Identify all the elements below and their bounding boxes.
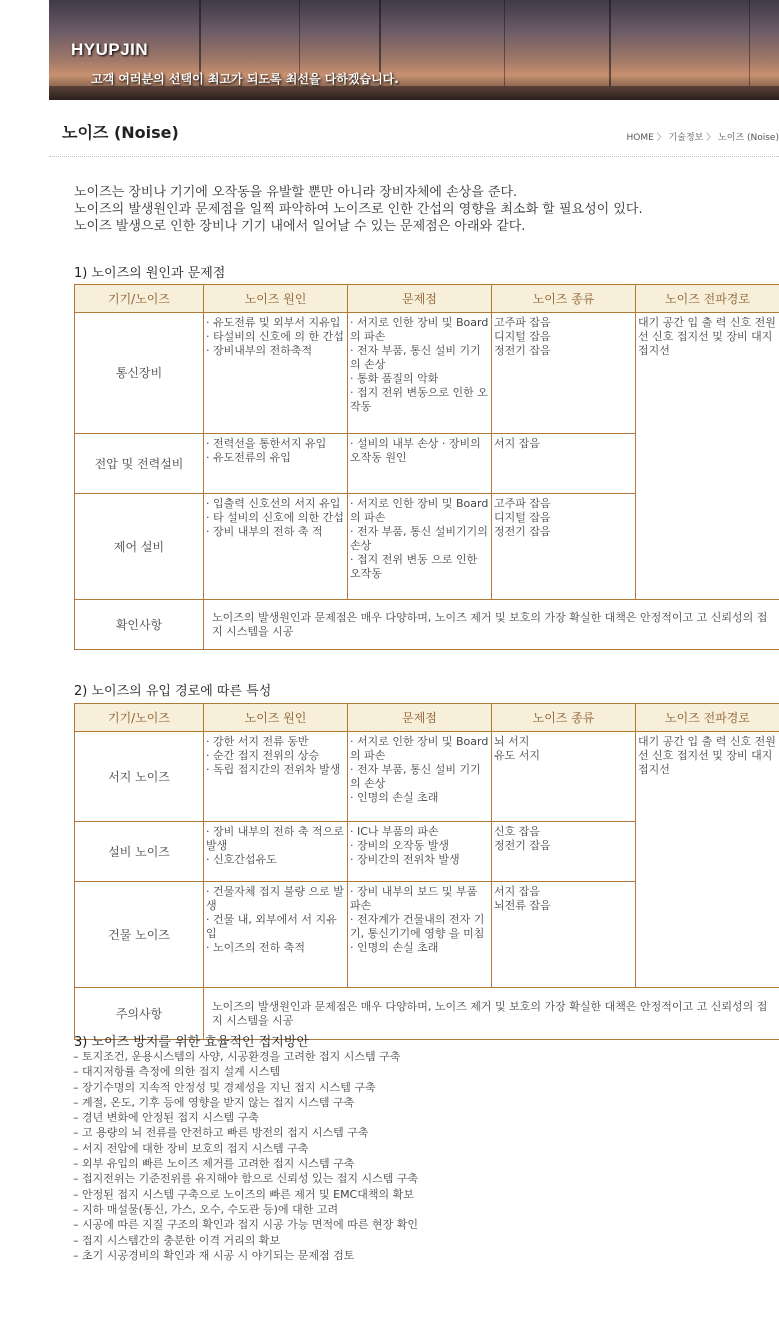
column-header: 문제점 bbox=[348, 285, 492, 313]
noise-type-cell: 서지 잡음 뇌전류 잡음 bbox=[492, 882, 636, 988]
table-row bbox=[75, 313, 779, 434]
table-row bbox=[75, 732, 779, 822]
column-header: 문제점 bbox=[348, 704, 492, 732]
cause-cell: · 입출력 신호선의 서지 유입 · 타 설비의 신호에 의한 간섭 · 장비 내부의 전하 축 적 bbox=[204, 494, 348, 600]
row-category: 설비 노이즈 bbox=[75, 822, 204, 882]
table-header-row bbox=[75, 704, 779, 732]
noise-path-table bbox=[74, 703, 779, 1040]
list-item: – 외부 유입의 빠른 노이즈 제거를 고려한 접지 시스템 구축 bbox=[73, 1156, 418, 1171]
tower-graphic bbox=[504, 0, 505, 90]
problem-cell: · IC나 부품의 파손 · 장비의 오작동 발생 · 장비간의 전위차 발생 bbox=[348, 822, 492, 882]
list-item: – 시공에 따른 지질 구조의 확인과 접지 시공 가능 면적에 따른 현장 확인 bbox=[73, 1217, 418, 1232]
list-item: – 장기수명의 지속적 안정성 및 경제성을 지닌 접지 시스템 구축 bbox=[73, 1080, 418, 1095]
intro-line: 노이즈 발생으로 인한 장비나 기기 내에서 일어날 수 있는 문제점은 아래와 같다. bbox=[74, 219, 526, 234]
list-item: – 접지전위는 기준전위를 유지해야 함으로 신뢰성 있는 접지 시스템 구축 bbox=[73, 1171, 418, 1186]
tower-graphic bbox=[609, 0, 611, 90]
row-category: 제어 설비 bbox=[75, 494, 204, 600]
row-category: 서지 노이즈 bbox=[75, 732, 204, 822]
propagation-path-cell: 대기 공간 입 출 력 신호 전원선 신호 접지선 및 장비 대지 접지선 bbox=[636, 732, 779, 988]
noise-type-cell: 고주파 잡음 디지털 잡음 정전기 잡음 bbox=[492, 494, 636, 600]
note-row bbox=[75, 600, 779, 650]
list-item: – 접지 시스템간의 충분한 이격 거리의 확보 bbox=[73, 1233, 418, 1248]
cause-cell: · 강한 서지 전류 동반 · 순간 접지 전위의 상승 · 독립 접지간의 전위차 발생 bbox=[204, 732, 348, 822]
problem-cell: · 설비의 내부 손상 · 장비의 오작동 원인 bbox=[348, 434, 492, 494]
noise-type-cell: 신호 잡음 정전기 잡음 bbox=[492, 822, 636, 882]
section-title: 1) 노이즈의 원인과 문제점 bbox=[74, 266, 226, 281]
page-title: 노이즈 (Noise) bbox=[62, 123, 179, 142]
note-label: 확인사항 bbox=[75, 600, 204, 650]
noise-type-cell: 뇌 서지 유도 서지 bbox=[492, 732, 636, 822]
column-header: 노이즈 원인 bbox=[204, 704, 348, 732]
list-item: – 안정된 접지 시스템 구축으로 노이즈의 빠른 제거 및 EMC대책의 확보 bbox=[73, 1187, 418, 1202]
column-header: 노이즈 전파경로 bbox=[636, 285, 779, 313]
intro-text bbox=[74, 184, 643, 235]
banner-slogan: 고객 여러분의 선택이 최고가 되도록 최선을 다하겠습니다. bbox=[91, 72, 399, 86]
section-title: 3) 노이즈 방지를 위한 효율적인 접지방안 bbox=[74, 1035, 309, 1050]
noise-type-cell: 서지 잡음 bbox=[492, 434, 636, 494]
note-label: 주의사항 bbox=[75, 988, 204, 1040]
banner-ground bbox=[49, 86, 779, 100]
list-item: – 서지 전압에 대한 장비 보호의 접지 시스템 구축 bbox=[73, 1141, 418, 1156]
column-header: 노이즈 종류 bbox=[492, 285, 636, 313]
list-item: – 지하 매설물(통신, 가스, 오수, 수도관 등)에 대한 고려 bbox=[73, 1202, 418, 1217]
problem-cell: · 서지로 인한 장비 및 Board의 파손 · 전자 부품, 통신 설비 기기의 손상 · 인명의 손실 초래 bbox=[348, 732, 492, 822]
row-category: 건물 노이즈 bbox=[75, 882, 204, 988]
intro-line: 노이즈는 장비나 기기에 오작동을 유발할 뿐만 아니라 장비자체에 손상을 준다. bbox=[74, 185, 518, 200]
list-item: – 계절, 온도, 기후 등에 영향을 받지 않는 접지 시스템 구축 bbox=[73, 1095, 418, 1110]
grounding-method-list bbox=[73, 1049, 418, 1263]
row-category: 통신장비 bbox=[75, 313, 204, 434]
breadcrumb[interactable]: HOME 〉 기술정보 〉 노이즈 (Noise) bbox=[626, 133, 779, 143]
header-banner bbox=[49, 0, 779, 100]
column-header: 기기/노이즈 bbox=[75, 704, 204, 732]
column-header: 노이즈 원인 bbox=[204, 285, 348, 313]
cause-cell: · 유도전류 및 외부서 지유입 · 타설비의 신호에 의 한 간섭 · 장비내부의 전하축적 bbox=[204, 313, 348, 434]
table-header-row bbox=[75, 285, 779, 313]
cause-cell: · 전력선을 통한서지 유입 · 유도전류의 유입 bbox=[204, 434, 348, 494]
column-header: 기기/노이즈 bbox=[75, 285, 204, 313]
row-category: 전압 및 전력설비 bbox=[75, 434, 204, 494]
list-item: – 대지저항률 측정에 의한 접지 설계 시스템 bbox=[73, 1064, 418, 1079]
cause-cell: · 장비 내부의 전하 축 적으로 발생 · 신호간섭유도 bbox=[204, 822, 348, 882]
problem-cell: · 서지로 인한 장비 및 Board의 파손 · 전자 부품, 통신 설비기기의 손상 · 접지 전위 변동 으로 인한 오작동 bbox=[348, 494, 492, 600]
tower-graphic bbox=[749, 0, 750, 90]
note-text: 노이즈의 발생원인과 문제점은 매우 다양하며, 노이즈 제거 및 보호의 가장 확실한 대책은 안정적이고 고 신뢰성의 접지 시스템을 시공 bbox=[204, 600, 779, 650]
problem-cell: · 장비 내부의 보드 및 부품 파손 · 전자계가 건물내의 전자 기기, 통신기기에 영향 을 미침 · 인명의 손실 초래 bbox=[348, 882, 492, 988]
list-item: – 고 용량의 뇌 전류를 안전하고 빠른 방전의 접지 시스템 구축 bbox=[73, 1125, 418, 1140]
section-title: 2) 노이즈의 유입 경로에 따른 특성 bbox=[74, 684, 272, 699]
problem-cell: · 서지로 인한 장비 및 Board의 파손 · 전자 부품, 통신 설비 기기의 손상 · 통화 품질의 악화 · 접지 전위 변동으로 인한 오작동 bbox=[348, 313, 492, 434]
title-row bbox=[49, 112, 779, 157]
column-header: 노이즈 종류 bbox=[492, 704, 636, 732]
noise-cause-table bbox=[74, 284, 779, 650]
cause-cell: · 건물자체 접지 불량 으로 발생 · 건물 내, 외부에서 서 지유입 · 노이즈의 전하 축적 bbox=[204, 882, 348, 988]
company-logo[interactable]: HYUPJIN bbox=[71, 40, 149, 59]
list-item: – 경년 변화에 안정된 접지 시스템 구축 bbox=[73, 1110, 418, 1125]
column-header: 노이즈 전파경로 bbox=[636, 704, 779, 732]
noise-type-cell: 고주파 잡음 디지털 잡음 정전기 잡음 bbox=[492, 313, 636, 434]
note-text: 노이즈의 발생원인과 문제점은 매우 다양하며, 노이즈 제거 및 보호의 가장 확실한 대책은 안정적이고 고 신뢰성의 접지 시스템을 시공 bbox=[204, 988, 779, 1040]
propagation-path-cell: 대기 공간 입 출 력 신호 전원선 신호 접지선 및 장비 대지 접지선 bbox=[636, 313, 779, 600]
list-item: – 토지조건, 운용시스템의 사양, 시공환경을 고려한 접지 시스템 구축 bbox=[73, 1049, 418, 1064]
list-item: – 초기 시공경비의 확인과 재 시공 시 야기되는 문제점 검토 bbox=[73, 1248, 418, 1263]
intro-line: 노이즈의 발생원인과 문제점을 일찍 파악하여 노이즈로 인한 간섭의 영향을 최소화 할 필요성이 있다. bbox=[74, 202, 643, 217]
